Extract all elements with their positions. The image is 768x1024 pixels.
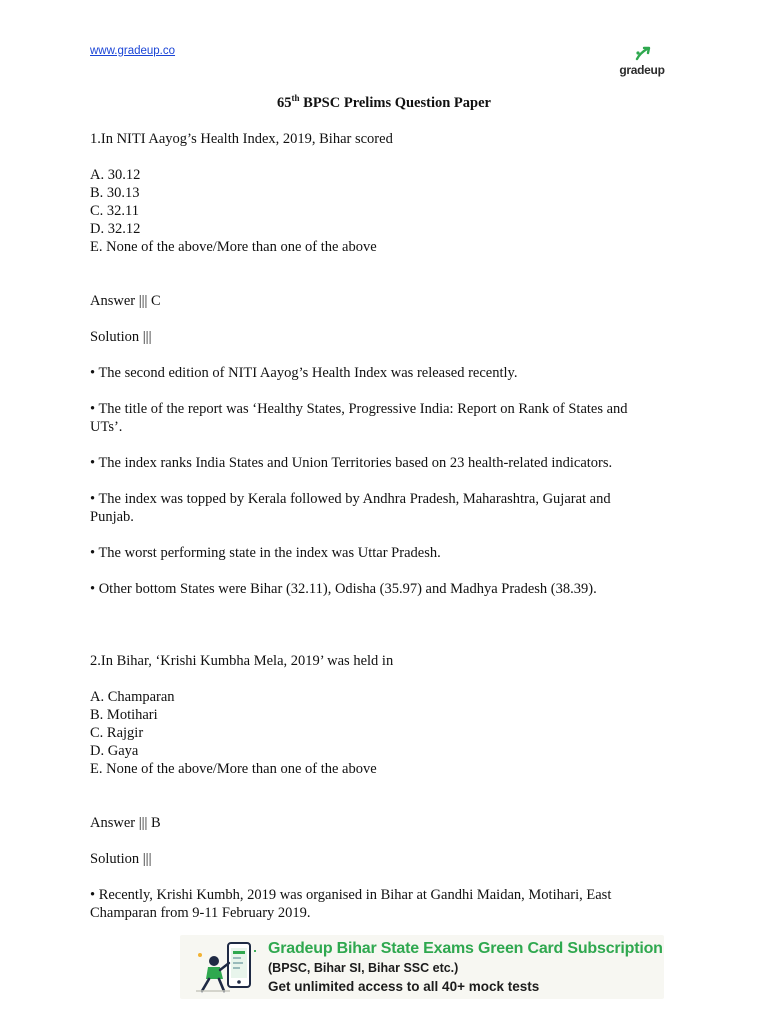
banner-headline: Gradeup Bihar State Exams Green Card Subscription [268, 940, 663, 957]
option: C. Rajgir [90, 725, 144, 741]
page-title [0, 93, 768, 112]
solution-point: • The index ranks India States and Union Territories based on 23 health-related indicators. [90, 455, 613, 471]
option: D. 32.12 [90, 221, 141, 237]
question-2-text: 2.In Bihar, ‘Krishi Kumbha Mela, 2019’ was held in [90, 653, 394, 669]
option: B. Motihari [90, 707, 158, 723]
question-1-options [90, 166, 650, 256]
question-1-answer: Answer ||| C [90, 293, 161, 309]
option: D. Gaya [90, 743, 139, 759]
banner-cta: Get unlimited access to all 40+ mock tests [268, 979, 540, 994]
solution-point: • The worst performing state in the index was Uttar Pradesh. [90, 545, 441, 561]
option: E. None of the above/More than one of the above [90, 761, 377, 777]
title-number: 65 [277, 95, 292, 111]
question-1-solution-label: Solution ||| [90, 329, 152, 345]
title-superscript: th [291, 93, 300, 103]
question-content [90, 130, 650, 940]
phone-mascot-illustration-icon [190, 941, 262, 995]
question-2-solution-label: Solution ||| [90, 851, 152, 867]
title-text: BPSC Prelims Question Paper [299, 95, 491, 111]
solution-point: • Other bottom States were Bihar (32.11), Odisha (35.97) and Madhya Pradesh (38.39). [90, 581, 597, 597]
section-gap [90, 616, 650, 652]
option: A. Champaran [90, 689, 175, 705]
gradeup-logo [612, 46, 672, 80]
solution-point: • Recently, Krishi Kumbh, 2019 was organised in Bihar at Gandhi Maidan, Motihari, East Champaran from 9-11 February 2019. [90, 887, 612, 921]
solution-point: • The title of the report was ‘Healthy States, Progressive India: Report on Rank of States and UTs’. [90, 401, 628, 435]
promo-banner[interactable] [180, 935, 664, 999]
option: E. None of the above/More than one of the above [90, 239, 377, 255]
question-1-text: 1.In NITI Aayog’s Health Index, 2019, Bihar scored [90, 131, 393, 147]
banner-subline: (BPSC, Bihar SI, Bihar SSC etc.) [268, 961, 459, 975]
gradeup-logo-icon [634, 46, 652, 62]
solution-point: • The index was topped by Kerala followed by Andhra Pradesh, Maharashtra, Gujarat and Punjab. [90, 491, 611, 525]
solution-point: • The second edition of NITI Aayog’s Health Index was released recently. [90, 365, 518, 381]
option: A. 30.12 [90, 167, 141, 183]
question-2-answer: Answer ||| B [90, 815, 161, 831]
site-link[interactable]: www.gradeup.co [90, 45, 176, 57]
option: B. 30.13 [90, 185, 140, 201]
question-2-options [90, 688, 650, 778]
gradeup-logo-text: gradeup [619, 63, 665, 77]
option: C. 32.11 [90, 203, 140, 219]
